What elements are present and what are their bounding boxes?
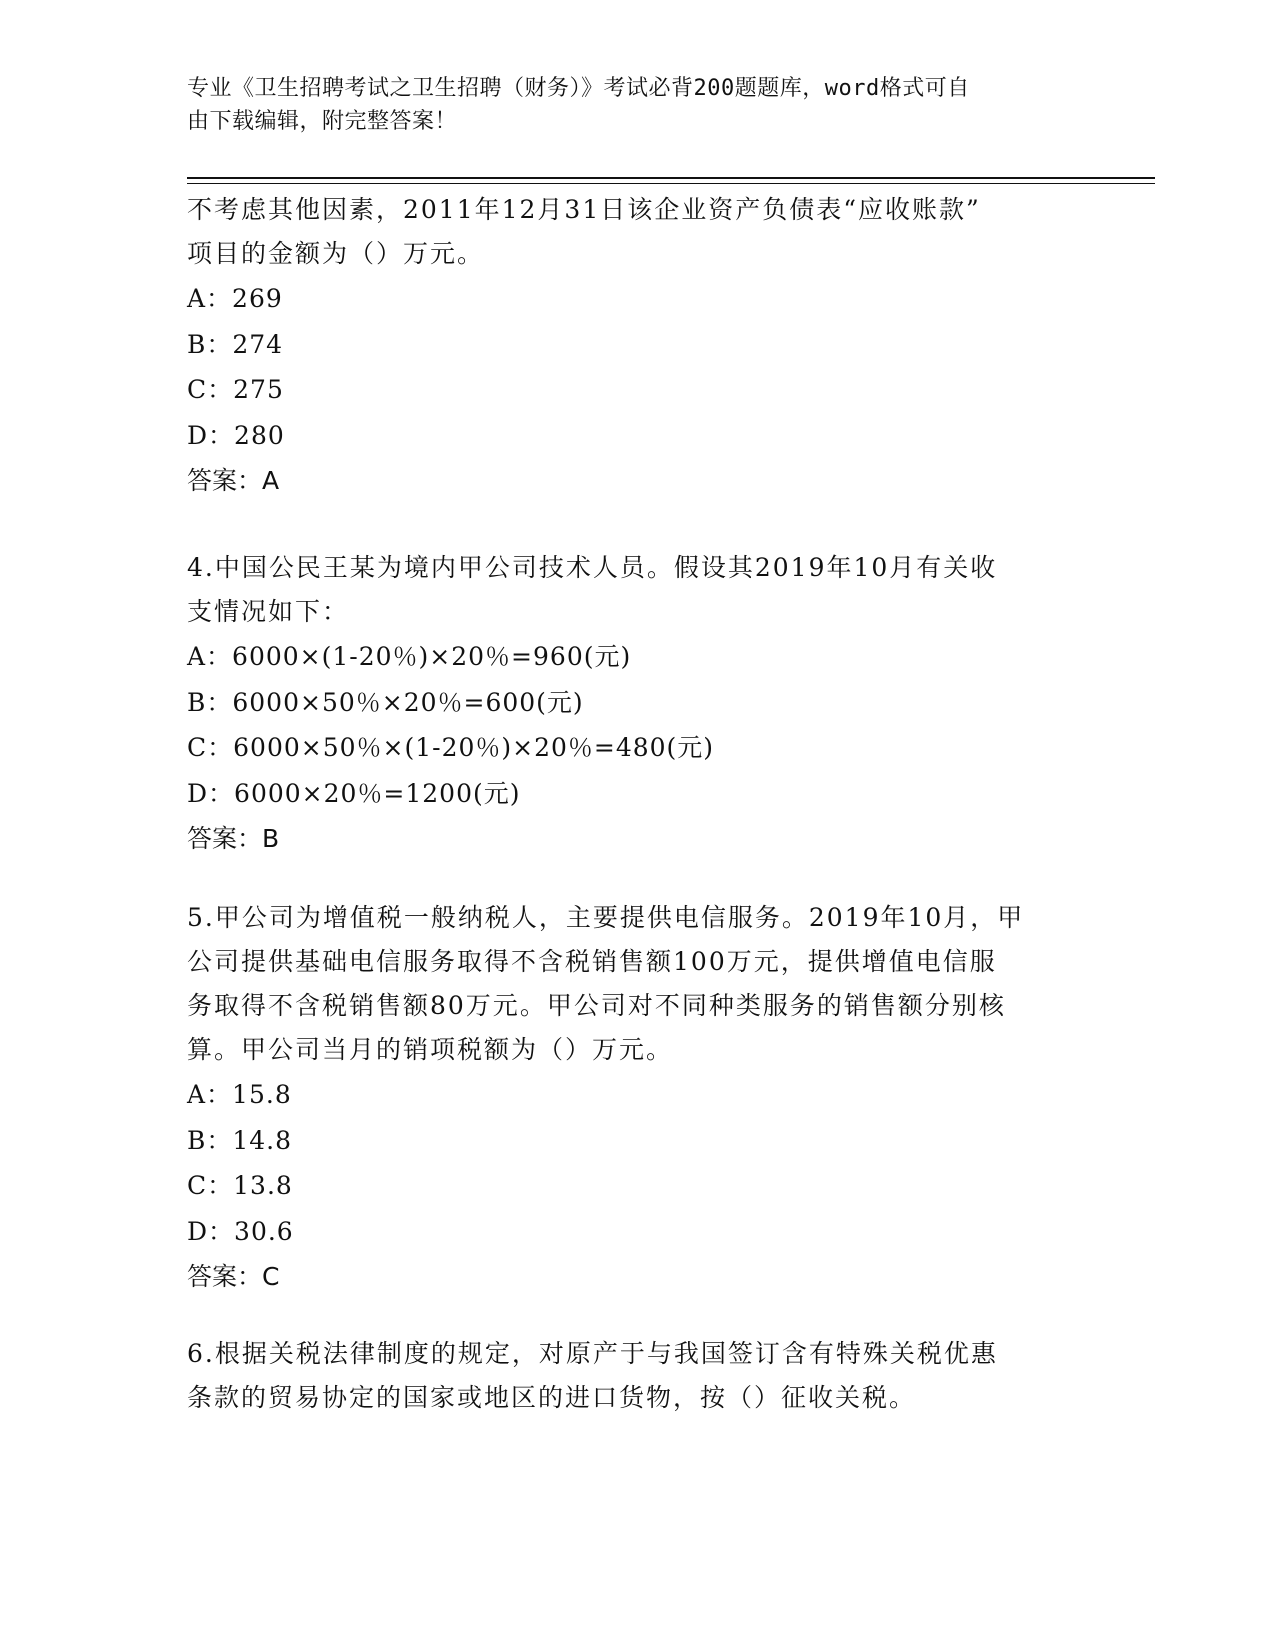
stem-line: 5.甲公司为增值税一般纳税人，主要提供电信服务。2019年10月，甲 xyxy=(187,903,1025,932)
header-rule-thick xyxy=(187,177,1155,179)
question-stem xyxy=(187,546,1077,634)
stem-line: 6.根据关税法律制度的规定，对原产于与我国签订含有特殊关税优惠 xyxy=(187,1339,998,1368)
question-4 xyxy=(187,546,1077,861)
stem-line: 4.中国公民王某为境内甲公司技术人员。假设其2019年10月有关收 xyxy=(187,553,998,582)
option-a: A：15.8 xyxy=(187,1080,292,1109)
stem-line: 公司提供基础电信服务取得不含税销售额100万元，提供增值电信服 xyxy=(187,947,997,976)
option-c: C：275 xyxy=(187,375,284,404)
option-c: C：6000×50％×(1-20％)×20％=480(元) xyxy=(187,733,715,762)
header-line: 由下载编辑，附完整答案！ xyxy=(187,109,458,134)
option-c: C：13.8 xyxy=(187,1171,293,1200)
option-b: B：274 xyxy=(187,329,284,359)
option-list xyxy=(187,276,1077,458)
option-list xyxy=(187,634,1077,816)
header-rule-thin xyxy=(187,183,1155,184)
stem-line: 支情况如下： xyxy=(187,597,350,626)
answer: 答案：A xyxy=(187,466,280,495)
option-b: B：14.8 xyxy=(187,1125,293,1155)
stem-line: 条款的贸易协定的国家或地区的进口货物，按（）征收关税。 xyxy=(187,1383,917,1412)
question-stem xyxy=(187,188,1077,276)
option-list xyxy=(187,1072,1077,1254)
stem-line: 不考虑其他因素，2011年12月31日该企业资产负债表“应收账款” xyxy=(187,195,981,224)
question-stem xyxy=(187,896,1077,1072)
stem-line: 项目的金额为（）万元。 xyxy=(187,239,485,268)
stem-line: 算。甲公司当月的销项税额为（）万元。 xyxy=(187,1035,674,1064)
answer: 答案：C xyxy=(187,1262,280,1291)
question-3 xyxy=(187,188,1077,503)
option-b: B：6000×50％×20％=600(元) xyxy=(187,687,584,717)
option-a: A：269 xyxy=(187,284,283,313)
question-stem xyxy=(187,1332,1077,1420)
question-5 xyxy=(187,896,1077,1299)
question-6 xyxy=(187,1332,1077,1420)
header-line: 专业《卫生招聘考试之卫生招聘（财务）》考试必背200题题库，word格式可自 xyxy=(187,76,970,101)
option-a: A：6000×(1-20％)×20％=960(元) xyxy=(187,642,632,671)
document-header xyxy=(187,72,1077,138)
option-d: D：30.6 xyxy=(187,1216,294,1246)
option-d: D：6000×20％=1200(元) xyxy=(187,778,521,808)
stem-line: 务取得不含税销售额80万元。甲公司对不同种类服务的销售额分别核 xyxy=(187,991,1006,1020)
option-d: D：280 xyxy=(187,420,285,450)
answer: 答案：B xyxy=(187,824,280,853)
